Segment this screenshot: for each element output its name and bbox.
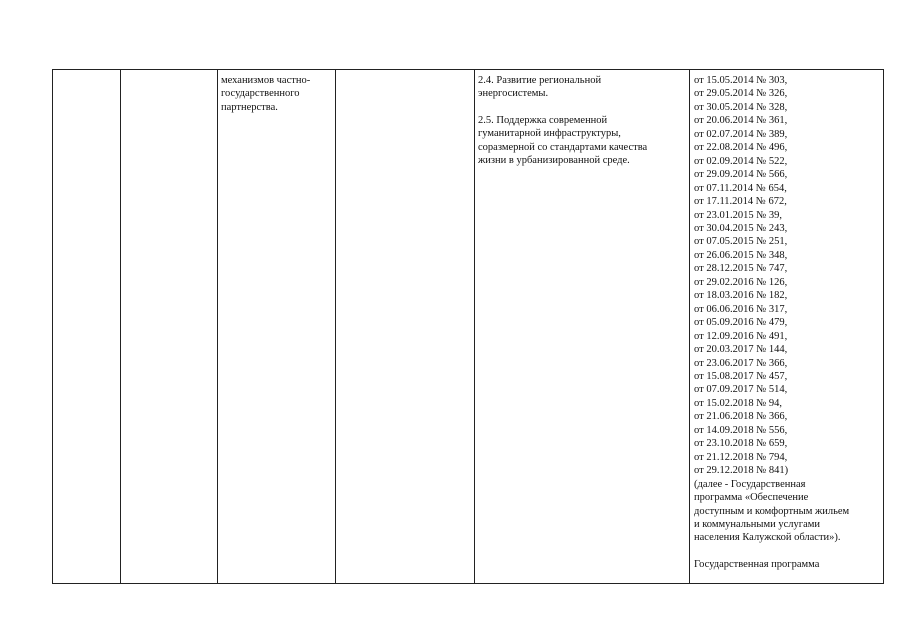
text-line: от 15.02.2018 № 94,	[694, 397, 782, 409]
cell-resolutions-list	[694, 74, 849, 571]
text-line: от 15.05.2014 № 303,	[694, 75, 788, 86]
text-line: государственного	[221, 88, 300, 100]
text-line: от 29.02.2016 № 126,	[694, 276, 788, 288]
text-line: от 21.12.2018 № 794,	[694, 451, 788, 463]
text-line: от 29.12.2018 № 841)	[694, 465, 789, 477]
text-line: от 07.11.2014 № 654,	[694, 182, 787, 194]
text-line: партнерства.	[221, 101, 278, 113]
text-line: энергосистемы.	[478, 88, 549, 100]
text-line: от 18.03.2016 № 182,	[694, 290, 788, 302]
text-line: от 28.12.2015 № 747,	[694, 263, 788, 275]
text-line: от 23.01.2015 № 39,	[694, 209, 782, 221]
text-line: Государственная программа	[694, 558, 820, 570]
text-line: от 14.09.2018 № 556,	[694, 424, 788, 436]
column-divider	[689, 70, 690, 583]
text-line: от 07.05.2015 № 251,	[694, 236, 788, 248]
text-line: от 20.06.2014 № 361,	[694, 115, 788, 127]
text-line: программа «Обеспечение	[694, 492, 809, 504]
text-line: от 29.05.2014 № 326,	[694, 88, 788, 100]
text-line: от 23.06.2017 № 366,	[694, 357, 788, 369]
text-line: (далее - Государственная	[694, 478, 806, 490]
text-line: от 30.04.2015 № 243,	[694, 222, 788, 234]
text-line: 2.4. Развитие региональной	[478, 75, 602, 86]
text-line: от 29.09.2014 № 566,	[694, 169, 788, 181]
column-divider	[217, 70, 218, 583]
task-paragraph	[478, 114, 647, 168]
text-line: от 06.06.2016 № 317,	[694, 303, 788, 315]
blank-line	[694, 545, 849, 558]
text-line: от 23.10.2018 № 659,	[694, 438, 788, 450]
cell-partnership-mechanisms	[221, 74, 310, 114]
task-paragraph	[478, 74, 647, 101]
text-line: от 07.09.2017 № 514,	[694, 384, 788, 396]
column-divider	[474, 70, 475, 583]
text-line: 2.5. Поддержка современной	[478, 114, 608, 126]
text-line: механизмов частно-	[221, 75, 311, 86]
text-line: населения Калужской области»).	[694, 532, 841, 544]
text-line: от 26.06.2015 № 348,	[694, 249, 788, 261]
column-divider	[120, 70, 121, 583]
text-line: от 02.09.2014 № 522,	[694, 155, 788, 167]
text-line: от 15.08.2017 № 457,	[694, 370, 788, 382]
text-line: и коммунальными услугами	[694, 518, 820, 530]
text-line: от 30.05.2014 № 328,	[694, 101, 788, 113]
text-line: от 05.09.2016 № 479,	[694, 317, 788, 329]
text-line: гуманитарной инфраструктуры,	[478, 128, 621, 140]
text-line: от 02.07.2014 № 389,	[694, 128, 788, 140]
text-line: от 17.11.2014 № 672,	[694, 196, 787, 208]
column-divider	[335, 70, 336, 583]
text-line: доступным и комфортным жильем	[694, 505, 850, 517]
text-line: жизни в урбанизированной среде.	[478, 155, 630, 167]
text-line: от 21.06.2018 № 366,	[694, 411, 788, 423]
text-line: от 22.08.2014 № 496,	[694, 142, 788, 154]
text-line: от 12.09.2016 № 491,	[694, 330, 788, 342]
program-table	[52, 69, 884, 584]
cell-tasks	[478, 74, 647, 168]
text-line: соразмерной со стандартами качества	[478, 141, 648, 153]
text-line: от 20.03.2017 № 144,	[694, 344, 788, 356]
